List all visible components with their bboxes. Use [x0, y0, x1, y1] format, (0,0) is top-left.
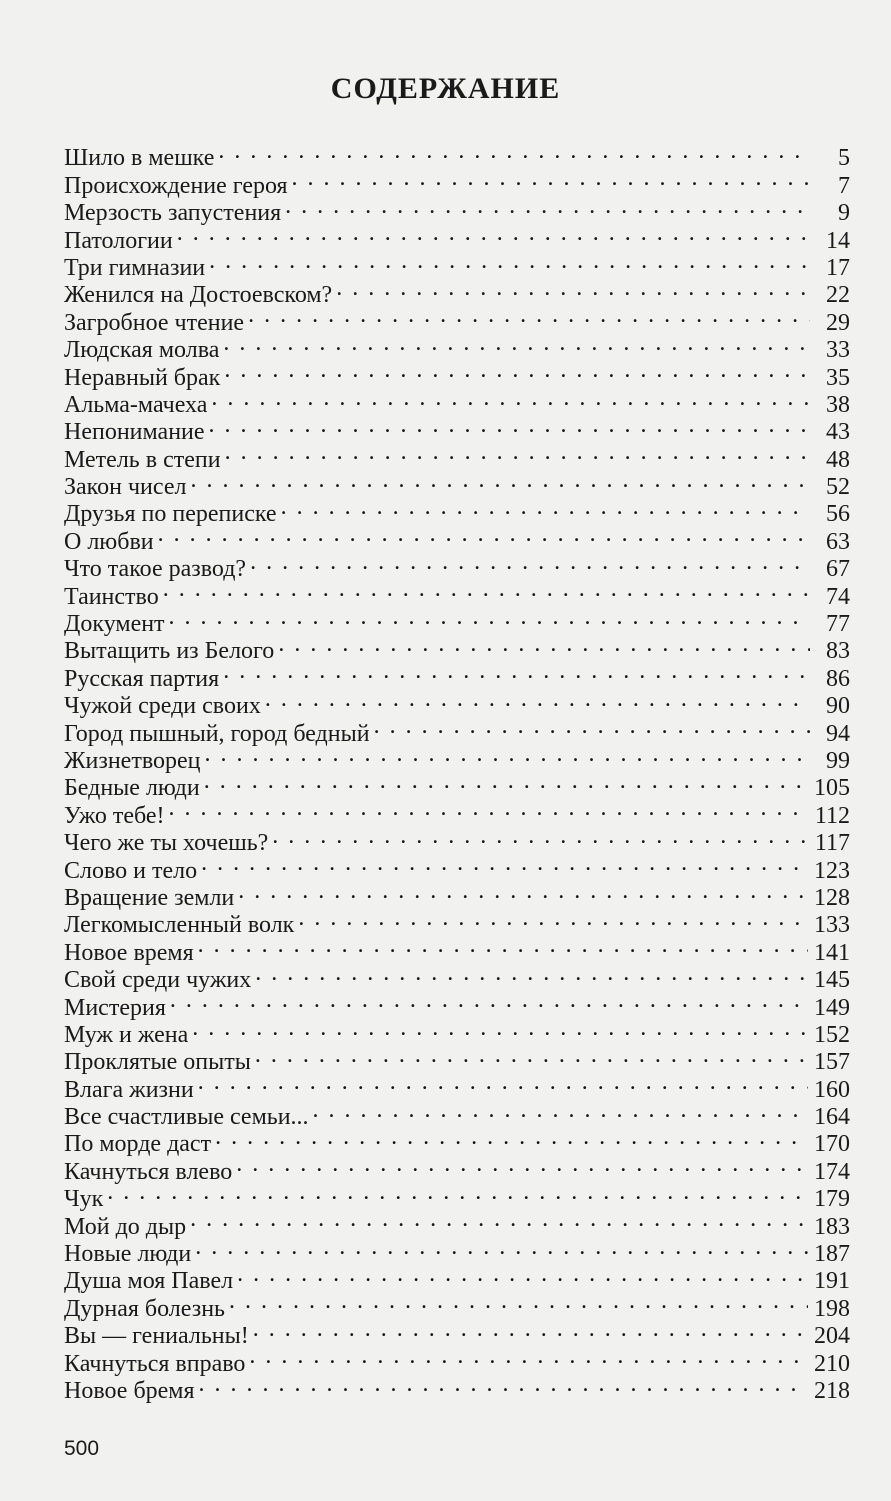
toc-entry-page: 123 [814, 857, 850, 884]
toc-entry-title: Все счастливые семьи... [64, 1104, 309, 1131]
toc-entry-title: Что такое развод? [64, 556, 247, 583]
toc-dot-leader [265, 686, 810, 713]
toc-entry-page: 157 [814, 1049, 850, 1076]
toc-entry-title: Бедные люди [64, 775, 200, 802]
toc-entry-title: Чужой среди своих [64, 693, 261, 720]
toc-dot-leader [158, 521, 810, 548]
page-title: СОДЕРЖАНИЕ [330, 72, 561, 105]
toc-entry [64, 823, 850, 857]
toc-dot-leader [198, 932, 808, 959]
toc-entry-title: Неравный брак [64, 364, 221, 391]
toc-dot-leader [209, 412, 810, 439]
toc-dot-leader [199, 1371, 808, 1398]
toc-entry-page: 48 [826, 446, 850, 473]
toc-dot-leader [255, 960, 808, 987]
toc-entry-title: Легкомысленный волк [64, 912, 295, 939]
toc-entry-title: Ужо тебе! [64, 802, 165, 829]
toc-entry-title: Друзья по переписке [64, 501, 277, 528]
toc-entry-page: 14 [826, 227, 850, 254]
toc-dot-leader [204, 768, 808, 795]
toc-dot-leader [190, 1206, 808, 1233]
toc-entry [64, 220, 850, 254]
toc-entry-page: 9 [838, 200, 850, 227]
toc-entry-title: Дурная болезнь [64, 1295, 225, 1322]
toc-entry-page: 133 [814, 912, 850, 939]
toc-entry-page: 22 [826, 282, 850, 309]
toc-dot-leader [374, 713, 810, 740]
toc-entry-page: 145 [814, 967, 850, 994]
toc-entry-title: Новое время [64, 939, 194, 966]
toc-entry [64, 987, 850, 1021]
toc-entry-page: 128 [814, 884, 850, 911]
toc-dot-leader [250, 549, 810, 576]
toc-entry-page: 179 [814, 1186, 850, 1213]
toc-entry-title: Свой среди чужих [64, 967, 252, 994]
toc-entry-title: Город пышный, город бедный [64, 720, 370, 747]
toc-entry-title: Непонимание [64, 419, 205, 446]
toc-entry-title: Альма-мачеха [64, 391, 208, 418]
toc-entry-page: 56 [826, 501, 850, 528]
toc-dot-leader [218, 138, 810, 165]
toc-dot-leader [248, 302, 810, 329]
toc-entry-title: Вы — гениальны! [64, 1323, 249, 1350]
toc-entry [64, 795, 850, 829]
toc-dot-leader [223, 658, 810, 685]
toc-entry-title: Документ [64, 611, 165, 638]
toc-dot-leader [107, 1179, 808, 1206]
toc-entry-page: 112 [814, 802, 850, 829]
toc-entry-title: Проклятые опыты [64, 1049, 251, 1076]
toc-dot-leader [169, 795, 809, 822]
toc-dot-leader [237, 1261, 808, 1288]
toc-entry [64, 138, 850, 172]
toc-entry-page: 170 [814, 1131, 850, 1158]
toc-entry-page: 29 [826, 309, 850, 336]
toc-entry-title: Мой до дыр [64, 1213, 187, 1240]
toc-entry-title: Три гимназии [64, 254, 206, 281]
toc-entry-page: 141 [814, 939, 850, 966]
toc-dot-leader [204, 741, 810, 768]
toc-entry-title: Людская молва [64, 337, 220, 364]
toc-entry-page: 198 [814, 1295, 850, 1322]
toc-entry-page: 183 [814, 1213, 850, 1240]
toc-dot-leader [195, 1234, 808, 1261]
toc-entry-page: 174 [814, 1158, 850, 1185]
toc-entry-title: Влага жизни [64, 1076, 194, 1103]
toc-entry-title: Вытащить из Белого [64, 638, 275, 665]
toc-dot-leader [313, 1097, 808, 1124]
toc-dot-leader [201, 850, 808, 877]
toc-entry [64, 248, 850, 281]
toc-entry-title: Метель в степи [64, 446, 221, 473]
toc-dot-leader [272, 823, 809, 850]
toc-entry-page: 117 [814, 830, 850, 857]
toc-entry-page: 210 [814, 1350, 850, 1377]
toc-entry-page: 152 [814, 1021, 850, 1048]
toc-entry-page: 164 [814, 1104, 850, 1131]
toc-entry-page: 90 [826, 693, 850, 720]
toc-entry-page: 99 [826, 747, 850, 774]
toc-entry [64, 604, 850, 638]
table-of-contents [64, 138, 850, 1404]
toc-entry-page: 74 [826, 583, 850, 610]
toc-entry [64, 576, 850, 610]
toc-dot-leader [298, 905, 808, 932]
toc-entry-page: 5 [838, 145, 850, 172]
toc-entry-title: Происхождение героя [64, 172, 288, 199]
toc-entry-title: Вращение земли [64, 884, 235, 911]
toc-entry-page: 149 [814, 994, 850, 1021]
toc-dot-leader [209, 248, 810, 275]
toc-entry-page: 187 [814, 1241, 850, 1268]
toc-entry [64, 1015, 850, 1048]
toc-entry [64, 521, 850, 555]
toc-entry [64, 549, 850, 583]
toc-entry-title: О любви [64, 528, 154, 555]
toc-entry-page: 218 [814, 1377, 850, 1404]
toc-dot-leader [223, 330, 810, 357]
toc-entry-title: Патологии [64, 227, 173, 254]
toc-entry-title: Муж и жена [64, 1021, 189, 1048]
toc-dot-leader [225, 439, 810, 466]
toc-dot-leader [238, 878, 808, 905]
toc-dot-leader [229, 1288, 808, 1315]
toc-entry-page: 38 [826, 391, 850, 418]
toc-dot-leader [278, 631, 810, 658]
toc-entry [64, 631, 850, 665]
toc-dot-leader [236, 1151, 808, 1178]
toc-entry-page: 191 [814, 1268, 850, 1295]
toc-entry-title: Новое бремя [64, 1377, 195, 1404]
toc-dot-leader [292, 165, 810, 192]
toc-dot-leader [255, 1042, 808, 1069]
toc-dot-leader [163, 576, 810, 603]
toc-dot-leader [215, 1124, 808, 1151]
toc-entry-page: 77 [826, 611, 850, 638]
toc-entry-title: Чук [64, 1186, 104, 1213]
toc-entry-title: Качнуться вправо [64, 1350, 246, 1377]
toc-entry-page: 7 [838, 172, 850, 199]
toc-entry-page: 33 [826, 337, 850, 364]
toc-entry-title: Мистерия [64, 994, 166, 1021]
toc-entry-title: Закон чисел [64, 474, 187, 501]
toc-entry-title: Женился на Достоевском? [64, 282, 333, 309]
toc-entry-page: 63 [826, 528, 850, 555]
toc-entry-page: 86 [826, 665, 850, 692]
toc-entry-page: 105 [814, 775, 850, 802]
toc-entry-title: Качнуться влево [64, 1158, 233, 1185]
toc-entry-page: 17 [826, 254, 850, 281]
toc-dot-leader [253, 1316, 808, 1343]
toc-entry-title: Шило в мешке [64, 145, 215, 172]
toc-dot-leader [211, 385, 810, 412]
toc-entry-page: 67 [826, 556, 850, 583]
toc-dot-leader [190, 467, 810, 494]
toc-dot-leader [281, 494, 810, 521]
toc-entry [64, 1206, 850, 1240]
toc-entry-page: 160 [814, 1076, 850, 1103]
toc-entry-title: Русская партия [64, 665, 220, 692]
toc-entry-page: 94 [826, 720, 850, 747]
toc-entry-page: 43 [826, 419, 850, 446]
toc-entry-title: По морде даст [64, 1131, 212, 1158]
toc-entry-page: 52 [826, 474, 850, 501]
toc-dot-leader [170, 987, 808, 1014]
toc-dot-leader [336, 275, 810, 302]
toc-dot-leader [224, 357, 810, 384]
toc-dot-leader [198, 1069, 808, 1096]
toc-dot-leader [285, 193, 810, 220]
toc-entry-title: Мерзость запустения [64, 200, 282, 227]
toc-dot-leader [192, 1015, 808, 1042]
toc-entry-page: 204 [814, 1323, 850, 1350]
toc-entry-title: Слово и тело [64, 857, 198, 884]
toc-entry-title: Душа моя Павел [64, 1268, 234, 1295]
toc-entry-title: Новые люди [64, 1241, 192, 1268]
toc-dot-leader [249, 1343, 808, 1370]
toc-dot-leader [177, 220, 810, 247]
toc-entry-title: Чего же ты хочешь? [64, 830, 269, 857]
toc-entry-page: 83 [826, 638, 850, 665]
toc-entry-title: Загробное чтение [64, 309, 245, 336]
toc-dot-leader [169, 604, 810, 631]
toc-entry [64, 1179, 850, 1213]
toc-entry-title: Жизнетворец [64, 747, 201, 774]
toc-entry-title: Таинство [64, 583, 159, 610]
page-number: 500 [64, 1437, 100, 1460]
toc-entry-page: 35 [826, 364, 850, 391]
